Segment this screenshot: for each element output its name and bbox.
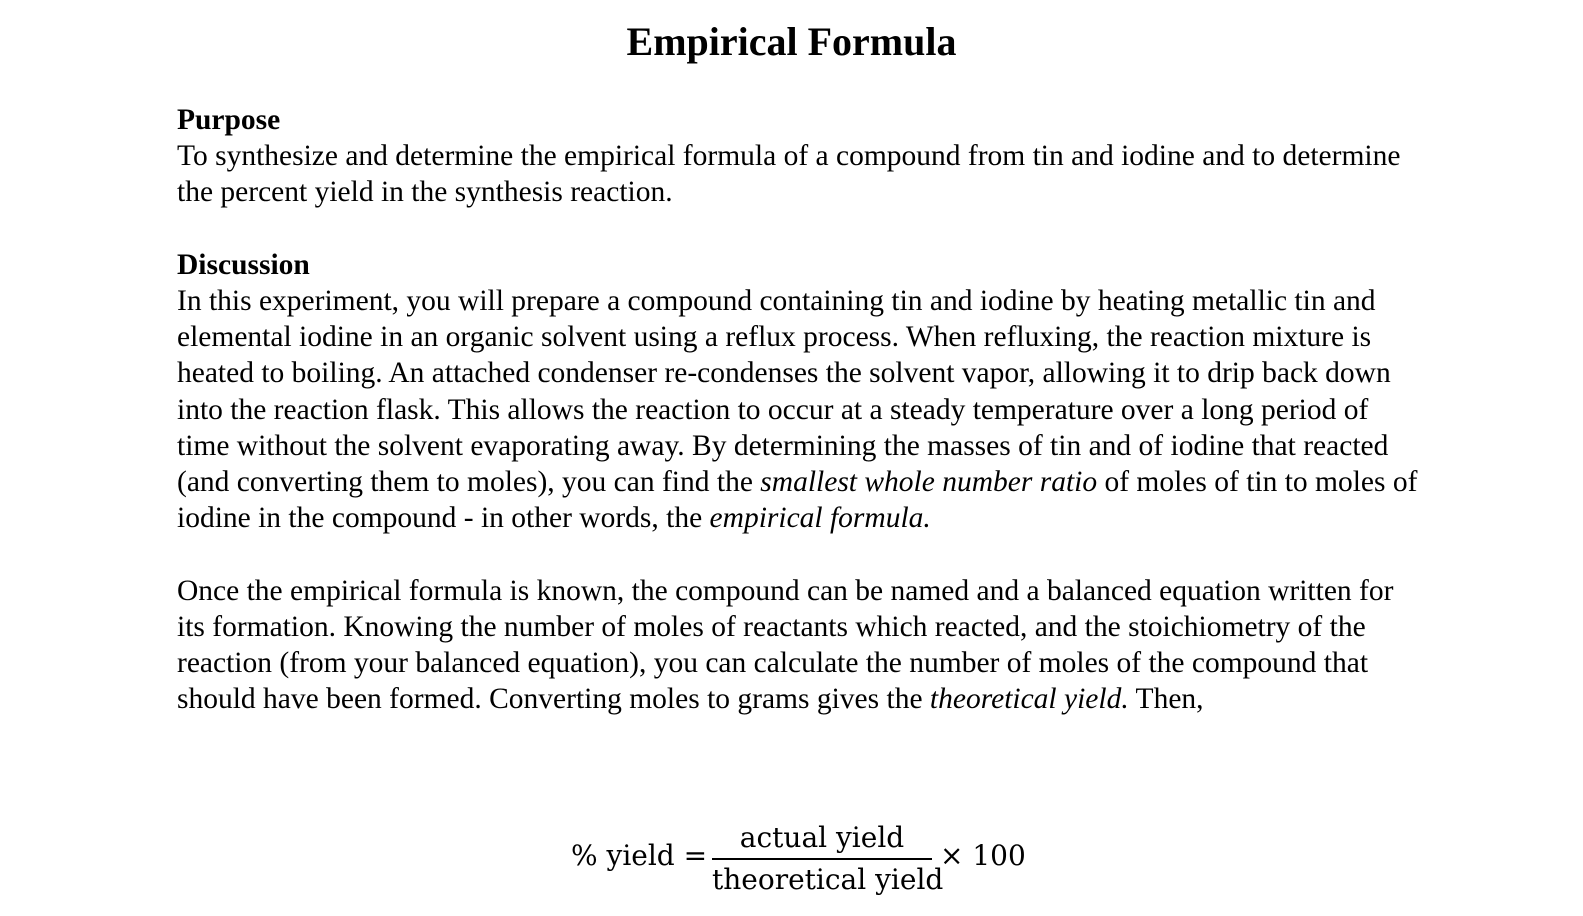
document-body xyxy=(177,102,1427,717)
formula-fraction xyxy=(712,820,944,898)
discussion-paragraph-1 xyxy=(177,283,1427,536)
discussion-p1-text-b: of moles of tin to moles of iodine in the compound - in other words, the xyxy=(177,466,1418,535)
page-title: Empirical Formula xyxy=(626,19,957,64)
discussion-section xyxy=(177,247,1427,718)
purpose-section xyxy=(177,102,1427,211)
formula-denominator: theoretical yield xyxy=(712,863,944,896)
paragraph-spacer xyxy=(177,536,1427,572)
formula-lhs: % yield = xyxy=(571,839,708,872)
discussion-p2-text-a: Once the empirical formula is known, the compound can be named and a balanced equation written for its formation. Knowing the number of moles of reactants which reacted, and the stoichiometry of the reaction (from your balanced equation), you can calculate the number of moles of the compound that should have been formed. Converting moles to grams gives the xyxy=(177,574,1394,716)
purpose-heading: Purpose xyxy=(177,104,281,136)
discussion-heading: Discussion xyxy=(177,248,310,281)
discussion-p1-text-a: In this experiment, you will prepare a compound containing tin and iodine by heating metallic tin and elemental iodine in an organic solvent using a reflux process. When refluxing, the reaction mixture is heated to boiling. An attached condenser re-condenses the solvent vapor, allowing it to drip back down into the reaction flask. This allows the reaction to occur at a steady temperature over a long period of time without the solvent evaporating away. By determining the masses of tin and of iodine that reacted (and converting them to moles), you can find the xyxy=(177,285,1391,499)
discussion-paragraph-2 xyxy=(177,573,1427,718)
formula-rhs: × 100 xyxy=(940,839,1026,872)
formula-numerator: actual yield xyxy=(739,821,905,854)
discussion-p1-emphasis-formula: empirical formula. xyxy=(709,502,931,535)
section-spacer xyxy=(177,211,1427,247)
discussion-p1-emphasis-ratio: smallest whole number ratio xyxy=(760,466,1098,499)
discussion-p2-text-b: Then, xyxy=(1128,683,1204,716)
purpose-text: To synthesize and determine the empirical formula of a compound from tin and iodine and to determine the percent yield in the synthesis reaction. xyxy=(177,140,1401,209)
percent-yield-formula xyxy=(0,820,1583,900)
fraction-bar xyxy=(712,858,932,860)
discussion-p2-emphasis-yield: theoretical yield. xyxy=(929,683,1129,716)
